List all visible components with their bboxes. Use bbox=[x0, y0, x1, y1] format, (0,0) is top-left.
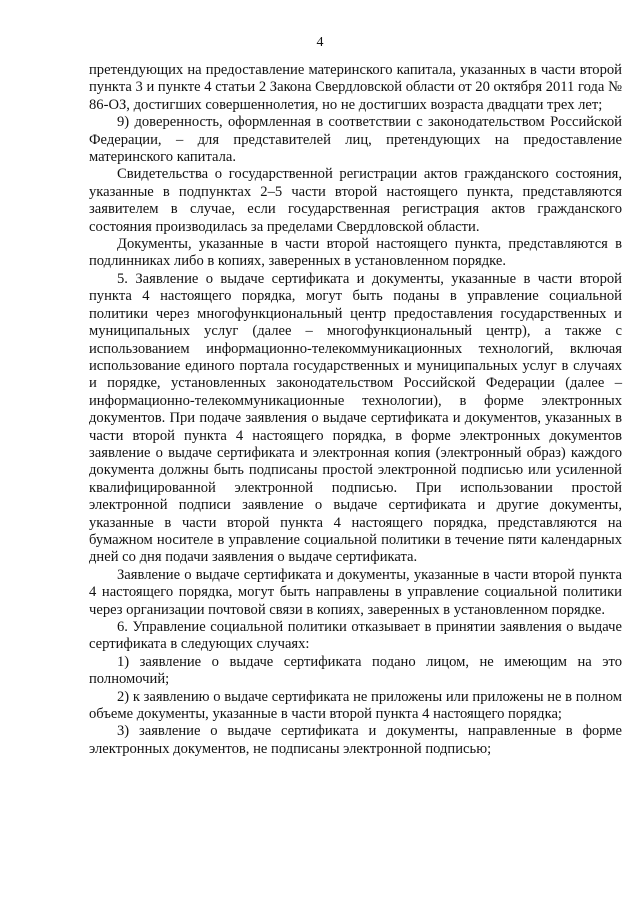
paragraph-section-6: 6. Управление социальной политики отказывает в принятии заявления о выдаче сертификата в следующих случаях: bbox=[89, 619, 622, 653]
paragraph-continuation: претендующих на предоставление материнского капитала, указанных в части второй пункта 3 и пункте 4 статьи 2 Закона Свердловской области от 20 октября 2011 года № 86-ОЗ, достигших совершеннолетия, но не достигших возраста двадцати трех лет; bbox=[89, 62, 622, 113]
paragraph-item-2: 2) к заявлению о выдаче сертификата не приложены или приложены не в полном объеме документы, указанные в части второй пункта 4 настоящего порядка; bbox=[89, 688, 622, 723]
document-body bbox=[89, 62, 622, 758]
page-number: 4 bbox=[316, 35, 324, 50]
paragraph-postal: Заявление о выдаче сертификата и документы, указанные в части второй пункта 4 настоящего порядка, могут быть направлены в управление социальной политики через организации почтовой связи в копиях, заверенных в установленном порядке. bbox=[89, 566, 622, 618]
paragraph-item-1: 1) заявление о выдаче сертификата подано лицом, не имеющим на это полномочий; bbox=[89, 653, 622, 688]
paragraph-item-9: 9) доверенность, оформленная в соответствии с законодательством Российской Федерации, – для представителей лиц, претендующих на предоставление материнского капитала. bbox=[89, 114, 622, 166]
paragraph-documents: Документы, указанные в части второй настоящего пункта, представляются в подлинниках либо в копиях, заверенных в установленном порядке. bbox=[89, 236, 622, 270]
paragraph-item-3: 3) заявление о выдаче сертификата и документы, направленные в форме электронных документов, не подписаны электронной подписью; bbox=[89, 723, 622, 757]
paragraph-certificates: Свидетельства о государственной регистрации актов гражданского состояния, указанные в подпунктах 2–5 части второй настоящего пункта, представляются заявителем в случае, если государственная регистрация актов гражданского состояния производилась за пределами Свердловской области. bbox=[89, 166, 622, 235]
paragraph-section-5: 5. Заявление о выдаче сертификата и документы, указанные в части второй пункта 4 настоящего порядка, могут быть поданы в управление социальной политики через многофункциональный центр предоставления государственных и муниципальных услуг (далее – многофункциональный центр), а также с использованием информационно-телекоммуникационных технологий, включая использование единого портала государственных и муниципальных услуг в случаях и порядке, установленных законодательством Российской Федерации (далее – информационно-телекоммуникационные технологии), в форме электронных документов. При подаче заявления о выдаче сертификата и документов, указанных в части второй пункта 4 настоящего порядка, в форме электронных документов заявление о выдаче сертификата и электронная копия (электронный образ) каждого документа должны быть подписаны простой электронной подписью или усиленной квалифицированной электронной подписью. При использовании простой электронной подписи заявление о выдаче сертификата и другие документы, указанные в части второй пункта 4 настоящего порядка, представляются на бумажном носителе в управление социальной политики в течение пяти календарных дней со дня подачи заявления о выдаче сертификата. bbox=[89, 270, 622, 566]
